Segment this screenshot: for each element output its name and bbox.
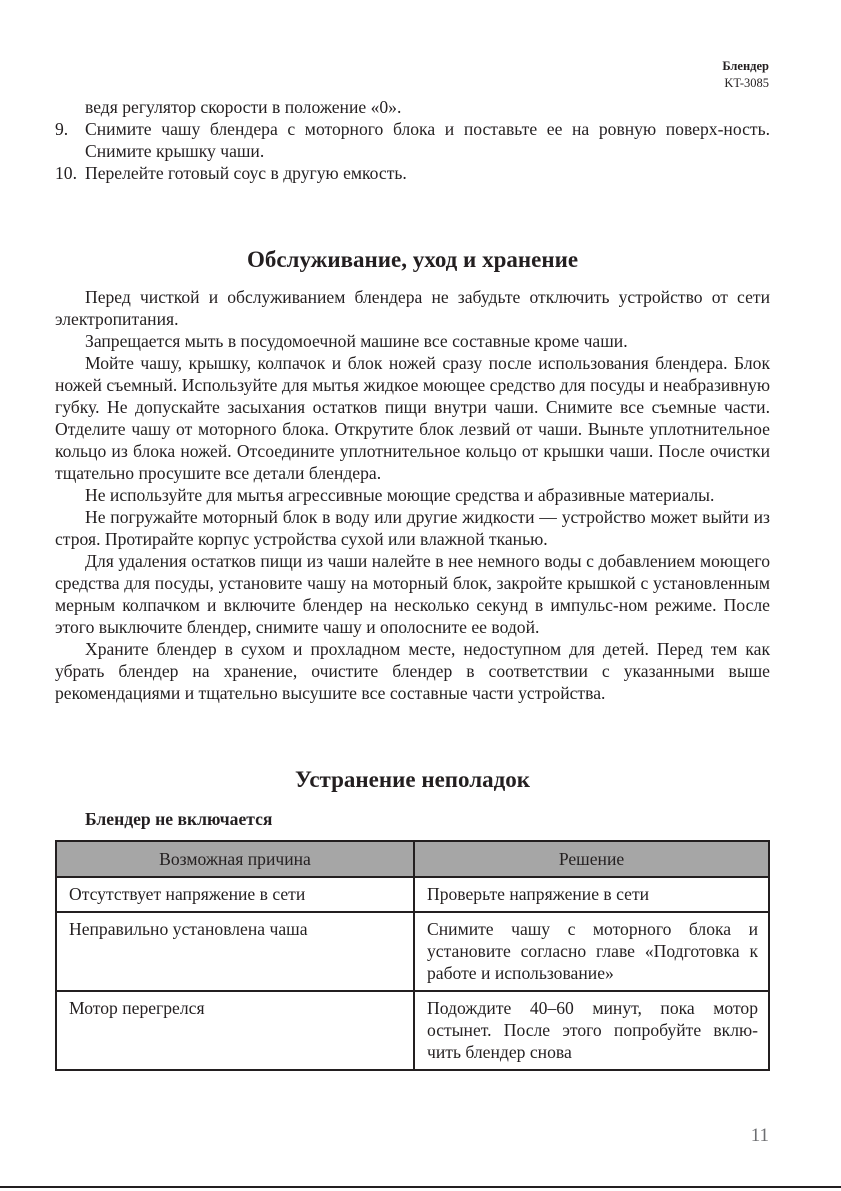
maintenance-paragraph: Не погружайте моторный блок в воду или другие жидкости — устройство может выйти из строя. Протирайте корпус устройства сухой или влажной тканью. [55,507,770,549]
step-continuation: ведя регулятор скорости в положение «0». [85,97,402,117]
step-text: Снимите чашу блендера с моторного блока и поставьте ее на ровную поверх-ность. Снимите крышку чаши. [85,119,770,161]
table-row [56,991,769,1070]
table-row [56,912,769,991]
step-number: 9. [55,119,69,139]
troubleshooting-title: Устранение неполадок [294,767,531,792]
step-item [55,162,770,184]
table-header-row [56,841,769,877]
solution-cell: Проверьте напряжение в сети [414,877,769,912]
maintenance-paragraph: Запрещается мыть в посудомоечной машине все составные кроме чаши. [85,331,628,351]
step-text: Перелейте готовый соус в другую емкость. [85,163,407,183]
cause-cell: Неправильно установлена чаша [56,912,414,991]
maintenance-paragraph: Не используйте для мытья агрессивные моющие средства и абразивные материалы. [85,485,715,505]
cause-cell: Отсутствует напряжение в сети [56,877,414,912]
page-number: 11 [750,1125,769,1146]
column-header-cause: Возможная причина [56,841,414,877]
solution-cell: Подождите 40–60 минут, пока мотор остынет. После этого попробуйте вклю-чить блендер снова [414,991,769,1070]
page-content [55,96,770,1071]
maintenance-title: Обслуживание, уход и хранение [246,247,579,272]
maintenance-paragraph: Перед чисткой и обслуживанием блендера не забудьте отключить устройство от сети электропитания. [55,287,770,329]
maintenance-paragraph: Мойте чашу, крышку, колпачок и блок ножей сразу после использования блендера. Блок ножей съемный. Используйте для мытья жидкое моющее средство для посуды и неабразивную губку. Не допускайте засыхания остатков пищи внутри чаши. Снимите все съемные части. Отделите чашу от моторного блока. Открутите блок лезвий от чаши. Выньте уплотнительное кольцо из блока ножей. Отсоедините уплотнительное кольцо от крышки чаши. После очистки тщательно просушите все детали блендера. [55,353,770,483]
bottom-divider [0,1186,841,1188]
cause-cell: Мотор перегрелся [56,991,414,1070]
step-number: 10. [55,163,77,183]
troubleshooting-subtitle: Блендер не включается [85,809,273,829]
header-model-code: KT-3085 [724,76,769,90]
maintenance-paragraph: Храните блендер в сухом и прохладном месте, недоступном для детей. Перед тем как убрать блендер на хранение, очистите блендер в соответствии с указанными выше рекомендациями и тщательно высушите все составные части устройства. [55,639,770,703]
troubleshooting-table [55,840,770,1071]
column-header-solution: Решение [414,841,769,877]
maintenance-paragraph: Для удаления остатков пищи из чаши налейте в нее немного воды с добавлением моющего средства для посуды, установите чашу на моторный блок, закройте крышкой с установленным мерным колпачком и включите блендер на несколько секунд в импульс-ном режиме. После этого выключите блендер, снимите чашу и ополосните ее водой. [55,551,770,637]
step-item [55,118,770,162]
solution-cell: Снимите чашу с моторного блока и установите согласно главе «Подготовка к работе и использование» [414,912,769,991]
header-model-name: Блендер [722,59,769,73]
page-header [722,58,769,92]
table-row [56,877,769,912]
